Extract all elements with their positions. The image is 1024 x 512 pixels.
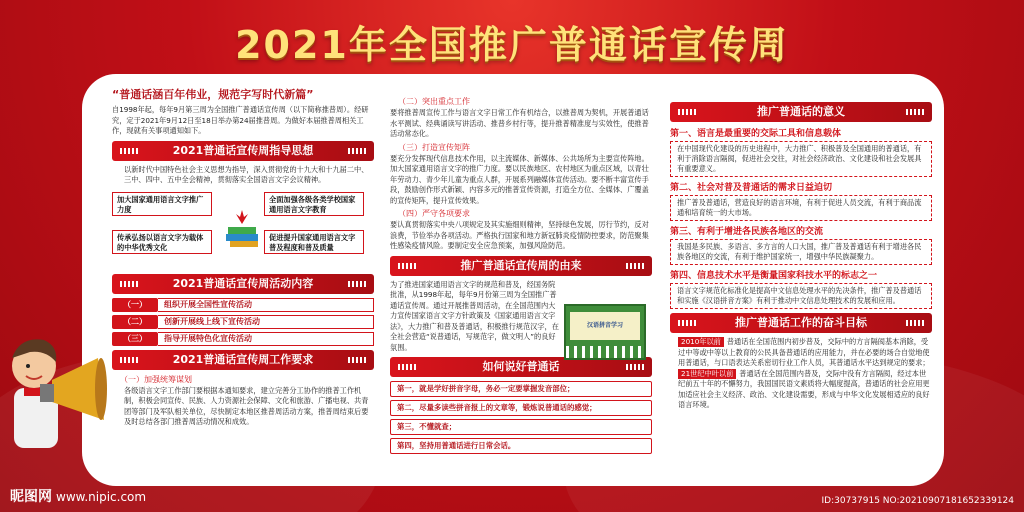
activity-text: 指导开展特色化宣传活动 bbox=[158, 332, 374, 346]
how-item: 第二，尽量多读些拼音报上的文章等，锻炼说普通话的感觉； bbox=[390, 400, 652, 416]
subtitle: （四）严守各项要求 bbox=[398, 209, 470, 218]
activity-item bbox=[112, 298, 374, 312]
how-item: 第三，不懂就查； bbox=[390, 419, 652, 435]
guide-box: 促进提升国家通用语言文字普及程度和普及质量 bbox=[264, 230, 364, 254]
image-id: ID:30737915 NO:20210907181652339124 bbox=[821, 496, 1014, 506]
pinyin-illustration bbox=[564, 304, 646, 360]
page-title: 2021年全国推广普通话宣传周 bbox=[235, 23, 789, 67]
activity-item bbox=[112, 315, 374, 329]
section-title-goal: 推广普通话工作的奋斗目标 bbox=[670, 313, 932, 333]
activity-text: 创新开展线上线下宣传活动 bbox=[158, 315, 374, 329]
how-item: 第四，坚持用普通话进行日常会话。 bbox=[390, 438, 652, 454]
illustration-caption: 汉语拼音学习 bbox=[570, 312, 640, 340]
requirement-subtitle: （一）加强统筹谋划 bbox=[120, 374, 192, 384]
books-icon bbox=[222, 208, 262, 250]
guide-box: 全面加强各级各类学校国家通用语言文字教育 bbox=[264, 192, 364, 216]
activity-text: 组织开展全国性宣传活动 bbox=[158, 298, 374, 312]
section-title-requirements: 2021普通话宣传周工作要求 bbox=[112, 350, 374, 370]
fence-graphic bbox=[566, 346, 644, 358]
origin-text: 为了推进国家通用语言文字的规范和普及，经国务院批准，从1998年起，每年9月份第三周为全国推广普通话宣传周。通过开展推普周活动，在全国范围内大力宣传国家语言文字方针政策及《国家通用语言文字法》，大力推广和普及普通话，积极推行规范汉字，在全社会营造“说普通话，写规范字，做文明人”的良好氛围。 bbox=[390, 279, 559, 352]
meaning-text: 语言文字规范化标准化是提高中文信息处理水平的先决条件，推广普及普通话和实施《汉语拼音方案》有利于推动中文信息处理技术的发展和应用。 bbox=[670, 283, 932, 309]
watermark-logo: 昵图网 www.nipic.com bbox=[10, 489, 147, 505]
section-title-guide: 2021普通话宣传周指导思想 bbox=[112, 141, 374, 161]
section-title-activities: 2021普通话宣传周活动内容 bbox=[112, 274, 374, 294]
column-middle bbox=[390, 94, 652, 457]
meaning-title: 第四、信息技术水平是衡量国家科技水平的标志之一 bbox=[670, 271, 878, 281]
activity-item bbox=[112, 332, 374, 346]
meaning-text: 推广普及普通话，营造良好的语言环境，有利于促进人员交流，有利于商品流通和培育统一的大市场。 bbox=[670, 195, 932, 221]
subtitle: （三）打造宣传矩阵 bbox=[398, 142, 470, 152]
column-right bbox=[670, 98, 932, 411]
goal-tag: 2010年以前 bbox=[678, 337, 724, 347]
section-title-origin: 推广普通话宣传周的由来 bbox=[390, 256, 652, 276]
section-title-how: 如何说好普通话 bbox=[390, 357, 652, 377]
body-text: 要将推普周宣传工作与语言文字日常工作有机结合，以推普周为契机，开展普通话水平测试、经典诵读写讲活动、推普乡村行等，提升推普精准度与实效性，使推普活动常态化。 bbox=[390, 108, 649, 138]
meaning-title: 第三、有利于增进各民族各地区的交流 bbox=[670, 227, 824, 237]
intro-text: 自1998年起，每年9月第三周为全国推广普通话宣传周（以下简称推普周）。经研究，定于2021年9月12日至18日举办第24届推普周。为做好本届推普周相关工作，现就有关事项通知如下。 bbox=[112, 105, 369, 135]
goal-text bbox=[670, 337, 932, 369]
requirement-text: 各级语言文字工作部门要根据本通知要求，建立完善分工协作的推普工作机制，积极会同宣传、民族、人力资源社会保障、文化和旅游、广播电视、共青团等部门及军队相关单位，尽快制定本地区推普周活动方案，推普周结束后要及时总结各部门推普周活动情况和成效。 bbox=[124, 385, 369, 426]
activity-number: （一） bbox=[112, 298, 158, 312]
mascot-megaphone-icon bbox=[0, 322, 112, 472]
goal-tag: 21世纪中叶以前 bbox=[678, 369, 736, 379]
meaning-text: 在中国现代化建设的历史进程中，大力推广、积极普及全国通用的普通话，有利于消除语言隔阂，促进社会交往，对社会经济政治、文化建设和社会发展具有重要意义。 bbox=[670, 141, 932, 177]
body-text: 要认真贯彻落实中央八项规定及其实施细则精神，坚持绿色发展，厉行节约，反对浪费，节俭举办各项活动。严格执行国家和地方新冠肺炎疫情防控要求，防范聚集性感染疫情风险。要制定安全应急预案，加强风险防范。 bbox=[390, 220, 649, 250]
activity-number: （二） bbox=[112, 315, 158, 329]
section-title-meaning: 推广普通话的意义 bbox=[670, 102, 932, 122]
guide-boxes bbox=[112, 190, 374, 270]
goal-text bbox=[670, 369, 932, 411]
activity-number: （三） bbox=[112, 332, 158, 346]
column-left bbox=[112, 86, 374, 428]
meaning-title: 第二、社会对普及普通话的需求日益迫切 bbox=[670, 183, 833, 193]
how-item: 第一，就是学好拼音字母，务必一定要掌握发音部位； bbox=[390, 381, 652, 397]
body-text: 要充分发挥现代信息技术作用，以主流媒体、新媒体、公共场所为主要宣传阵地。加大国家通用语言文字的推广力度。要以民族地区、农村地区为重点区域，以青壮年劳动力、青少年儿童为重点人群，开展系列融媒体宣传活动。要不断丰富宣传手段，鼓励创作形式新颖、内容多元的推普宣传资源，打造全方位、全媒体、广覆盖的宣传矩阵，提升宣传效果。 bbox=[390, 153, 649, 205]
goal-body: 普通话在全国范围内初步普及，交际中的方言隔阂基本消除，受过中等或中等以上教育的公民具备普通话的应用能力，并在必要的场合自觉地使用普通话，与口语表达关系密切行业工作人员，其普通话水平达到规定的要求； bbox=[678, 337, 930, 367]
slogan: “普通话涵百年伟业，规范字写时代新篇” bbox=[112, 88, 314, 101]
subtitle: （二）突出重点工作 bbox=[398, 97, 470, 106]
guide-box: 传承弘扬以语言文字为载体的中华优秀文化 bbox=[112, 230, 212, 254]
meaning-title: 第一、语言是最重要的交际工具和信息载体 bbox=[670, 129, 842, 139]
goal-body: 普通话在全国范围内普及，交际中没有方言隔阂，经过本世纪前五十年的不懈努力，我国国民语文素质将大幅度提高，普通话的社会应用更加适应社会主义经济、政治、文化建设需要，形成与中华文化发展相适应的良好语言环境。 bbox=[678, 368, 930, 409]
meaning-text: 我国是多民族、多语言、多方言的人口大国，推广普及普通话有利于增进各民族各地区的交流，有利于维护国家统一，增强中华民族凝聚力。 bbox=[670, 239, 932, 265]
guide-text: 以新时代中国特色社会主义思想为指导，深入贯彻党的十九大和十九届二中、三中、四中、五中全会精神，贯彻落实全国语言文字会议精神。 bbox=[124, 164, 369, 184]
guide-box: 加大国家通用语言文字推广力度 bbox=[112, 192, 212, 216]
